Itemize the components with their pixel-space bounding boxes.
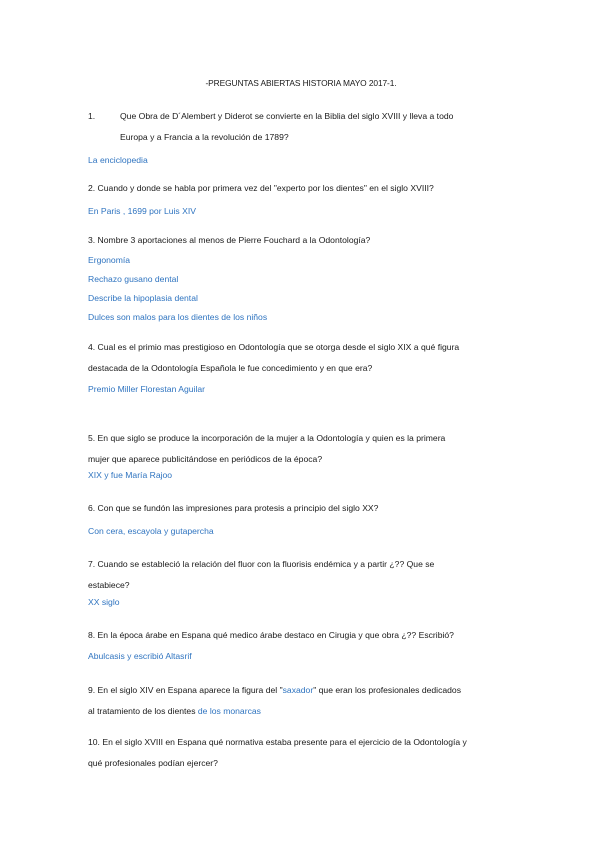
question-9-line-1 bbox=[88, 680, 528, 701]
question-2 bbox=[88, 178, 528, 222]
question-1-line-2: Europa y a Francia a la revolución de 1789? bbox=[120, 132, 289, 142]
answer-6: Con cera, escayola y gutapercha bbox=[88, 526, 214, 536]
question-5-line-1: 5. En que siglo se produce la incorporación de la mujer a la Odontología y quien es la primera bbox=[88, 433, 446, 443]
question-1 bbox=[88, 106, 528, 171]
answer-9: de los monarcas bbox=[197, 706, 261, 716]
question-9-line-2 bbox=[88, 701, 528, 722]
question-3-text: 3. Nombre 3 aportaciones al menos de Pierre Fouchard a la Odontología? bbox=[88, 235, 371, 245]
answer-2: En Paris , 1699 por Luis XIV bbox=[88, 206, 196, 216]
question-2-text: 2. Cuando y donde se habla por primera vez del "experto por los dientes" en el siglo XVIII? bbox=[88, 183, 434, 193]
page-title: -PREGUNTAS ABIERTAS HISTORIA MAYO 2017-1. bbox=[205, 78, 397, 88]
answer-7: XX siglo bbox=[88, 597, 120, 607]
answer-1: La enciclopedia bbox=[88, 155, 148, 165]
question-5-line-2: mujer que aparece publicitándose en periódicos de la época? bbox=[88, 454, 323, 464]
question-7-line-2: estabiece? bbox=[88, 580, 130, 590]
question-3 bbox=[88, 231, 528, 327]
question-4-line-1: 4. Cual es el primio mas prestigioso en Odontología que se otorga desde el siglo XIX a qué figura bbox=[88, 342, 460, 352]
question-4 bbox=[88, 337, 528, 400]
question-7 bbox=[88, 554, 528, 613]
question-10 bbox=[88, 732, 528, 774]
question-6 bbox=[88, 498, 528, 542]
question-7-line-1: 7. Cuando se estableció la relación del fluor con la fluorisis endémica y a partir ¿?? Que se bbox=[88, 559, 435, 569]
question-6-text: 6. Con que se fundón las impresiones para protesis a principio del siglo XX? bbox=[88, 503, 379, 513]
answer-5: XIX y fue María Rajoo bbox=[88, 470, 173, 480]
answer-3-item: Describe la hipoplasia dental bbox=[88, 293, 198, 303]
question-10-line-1: 10. En el siglo XVIII en Espana qué normativa estaba presente para el ejercicio de la Odontología y bbox=[88, 737, 467, 747]
question-1-line-1: Que Obra de D´Alembert y Diderot se convierte en la Biblia del siglo XVIII y lleva a todo bbox=[120, 111, 454, 121]
question-8-text: 8. En la época árabe en Espana qué medico árabe destaco en Cirugia y que obra ¿?? Escribió? bbox=[88, 630, 454, 640]
answer-9-term: saxador bbox=[282, 685, 314, 695]
question-9 bbox=[88, 680, 528, 722]
answer-3-item: Ergonomía bbox=[88, 255, 131, 265]
answer-8: Abulcasis y escribió Altasrif bbox=[88, 651, 192, 661]
question-10-line-2: qué profesionales podían ejercer? bbox=[88, 758, 218, 768]
question-4-line-2: destacada de la Odontología Española le fue concedimiento y en que era? bbox=[88, 363, 373, 373]
question-9-text-c: al tratamiento de los dientes bbox=[88, 706, 196, 716]
question-5 bbox=[88, 428, 528, 486]
answer-3-item: Rechazo gusano dental bbox=[88, 274, 179, 284]
question-9-text-a: 9. En el siglo XIV en Espana aparece la figura del " bbox=[88, 685, 283, 695]
question-8 bbox=[88, 625, 528, 667]
answer-4: Premio Miller Florestan Aguilar bbox=[88, 384, 206, 394]
question-9-text-b: " que eran los profesionales dedicados bbox=[313, 685, 462, 695]
question-1-number: 1. bbox=[88, 111, 96, 121]
answer-3-item: Dulces son malos para los dientes de los niños bbox=[88, 312, 268, 322]
